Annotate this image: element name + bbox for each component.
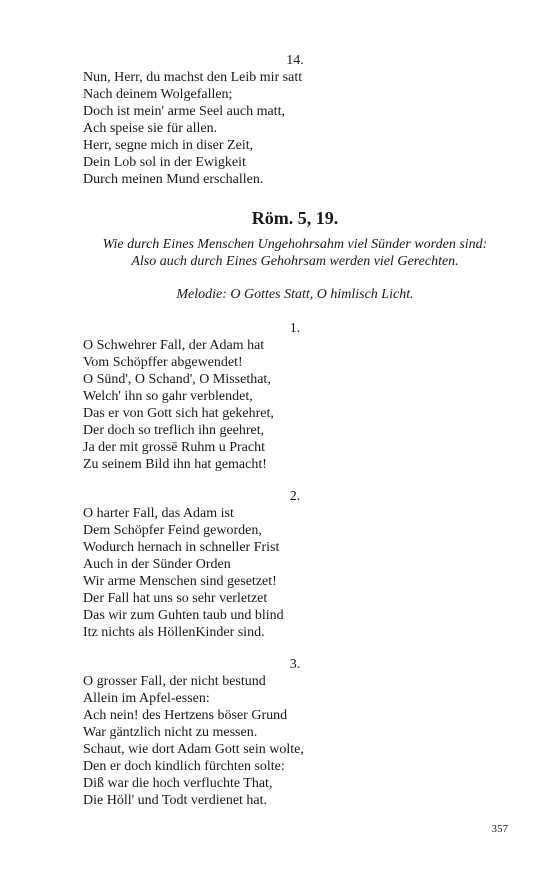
- verse-line: Das er von Gott sich hat gekehret,: [83, 406, 274, 421]
- stanza-1: [83, 337, 523, 473]
- verse-line: Ach speise sie für allen.: [83, 121, 218, 136]
- verse-line: Zu seinem Bild ihn hat gemacht!: [83, 457, 267, 472]
- verse-line: O Schwehrer Fall, der Adam hat: [83, 338, 265, 353]
- verse-line: Vom Schöpffer abgewendet!: [83, 355, 243, 370]
- verse-line: Allein im Apfel-essen:: [83, 691, 210, 706]
- stanza-2: [83, 505, 523, 641]
- verse-line: Nach deinem Wolgefallen;: [83, 87, 233, 102]
- verse-line: Den er doch kindlich fürchten solte:: [83, 759, 285, 774]
- verse-line: Nun, Herr, du machst den Leib mir satt: [83, 70, 303, 85]
- stanza-number: 3.: [289, 657, 301, 672]
- stanza-3: [83, 673, 523, 809]
- verse-line: War gäntzlich nicht zu messen.: [83, 725, 258, 740]
- verse-line: Der Fall hat uns so sehr verletzet: [83, 591, 268, 606]
- verse-line: Itz nichts als HöllenKinder sind.: [83, 625, 265, 640]
- verse-line: Dein Lob sol in der Ewigkeit: [83, 155, 246, 170]
- hymn-title: Röm. 5, 19.: [251, 208, 339, 228]
- page-number: 357: [491, 823, 508, 835]
- verse-line: Das wir zum Guhten taub und blind: [83, 608, 284, 623]
- verse-line: Doch ist mein' arme Seel auch matt,: [83, 104, 285, 119]
- verse-line: Ach nein! des Hertzens böser Grund: [83, 708, 288, 723]
- verse-line: Ja der mit grossē Ruhm u Pracht: [83, 440, 265, 455]
- verse-line: O grosser Fall, der nicht bestund: [83, 674, 266, 689]
- hymn-subtitle-line-1: Wie durch Eines Menschen Ungehohrsahm viel Sünder worden sind:: [102, 237, 488, 252]
- stanza-number: 1.: [289, 321, 301, 336]
- verse-line: Auch in der Sünder Orden: [83, 557, 231, 572]
- verse-line: Wir arme Menschen sind gesetzet!: [83, 574, 277, 589]
- verse-line: Die Höll' und Todt verdienet hat.: [83, 793, 268, 808]
- verse-line: Der doch so treflich ihn geehret,: [83, 423, 265, 438]
- stanza-number: 2.: [289, 489, 301, 504]
- verse-line: Wodurch hernach in schneller Frist: [83, 540, 280, 555]
- verse-line: Schaut, wie dort Adam Gott sein wolte,: [83, 742, 304, 757]
- stanza-14: [83, 69, 523, 188]
- verse-line: O harter Fall, das Adam ist: [83, 506, 234, 521]
- verse-line: Diß war die hoch verfluchte That,: [83, 776, 273, 791]
- melody-note: Melodie: O Gottes Statt, O himlisch Licht.: [176, 287, 414, 302]
- verse-line: Herr, segne mich in diser Zeit,: [83, 138, 254, 153]
- verse-line: Dem Schöpfer Feind geworden,: [83, 523, 262, 538]
- stanza-number: 14.: [286, 53, 304, 68]
- verse-line: Durch meinen Mund erschallen.: [83, 172, 264, 187]
- hymn-subtitle-line-2: Also auch durch Eines Gehohrsam werden viel Gerechten.: [131, 254, 459, 269]
- verse-line: O Sünd', O Schand', O Missethat,: [83, 372, 271, 387]
- verse-line: Welch' ihn so gahr verblendet,: [83, 389, 253, 404]
